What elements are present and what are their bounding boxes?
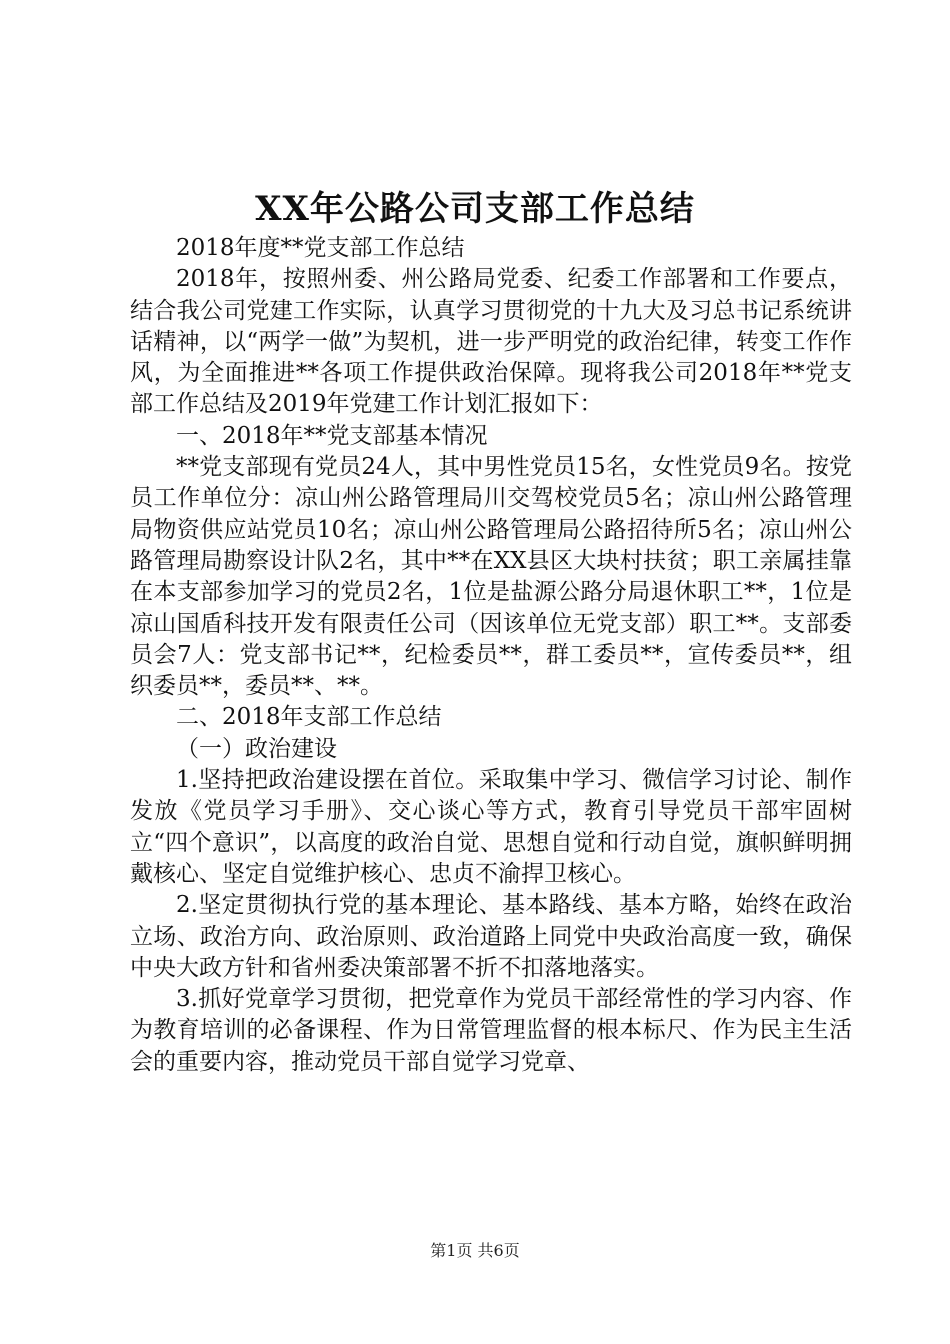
section-heading-work-summary: 二、2018年支部工作总结 — [176, 704, 442, 731]
paragraph-intro: 2018年，按照州委、州公路局党委、纪委工作部署和工作要点，结合我公司党建工作实际，认真学习贯彻党的十九大及习总书记系统讲话精神，以“两学一做”为契机，进一步严明党的政治纪律，转变工作作风，为全面推进**各项工作提供政治保障。现将我公司2018年**党支部工作总结及2019年党建工作计划汇报如下： — [130, 266, 852, 418]
section-heading-basic-situation: 一、2018年**党支部基本情况 — [176, 422, 488, 449]
paragraph-item-1: 1.坚持把政治建设摆在首位。采取集中学习、微信学习讨论、制作发放《党员学习手册》、交心谈心等方式，教育引导党员干部牢固树立“四个意识”，以高度的政治自觉、思想自觉和行动自觉，旗帜鲜明拥戴核心、坚定自觉维护核心、忠贞不渝捍卫核心。 — [130, 767, 852, 887]
page-number-footer: 第1页 共6页 — [430, 1241, 520, 1260]
document-body — [130, 233, 852, 1078]
paragraph-item-3: 3.抓好党章学习贯彻，把党章作为党员干部经常性的学习内容、作为教育培训的必备课程、作为日常管理监督的根本标尺、作为民主生活会的重要内容，推动党员干部自觉学习党章、 — [130, 986, 852, 1075]
paragraph-subtitle: 2018年度**党支部工作总结 — [176, 235, 465, 261]
subsection-heading-political-building: （一）政治建设 — [176, 735, 337, 762]
document-title: XX年公路公司支部工作总结 — [255, 189, 695, 229]
paragraph-item-2: 2.坚定贯彻执行党的基本理论、基本路线、基本方略，始终在政治立场、政治方向、政治原则、政治道路上同党中央政治高度一致，确保中央大政方针和省州委决策部署不折不扣落地落实。 — [130, 892, 852, 981]
paragraph-membership: **党支部现有党员24人，其中男性党员15名，女性党员9名。按党员工作单位分：凉山州公路管理局川交驾校党员5名；凉山州公路管理局物资供应站党员10名；凉山州公路管理局公路招待所5名；凉山州公路管理局勘察设计队2名，其中**在XX县区大块村扶贫；职工亲属挂靠在本支部参加学习的党员2名，1位是盐源公路分局退休职工**，1位是凉山国盾科技开发有限责任公司（因该单位无党支部）职工**。支部委员会7人：党支部书记**，纪检委员**，群工委员**，宣传委员**，组织委员**，委员**、**。 — [130, 454, 852, 700]
